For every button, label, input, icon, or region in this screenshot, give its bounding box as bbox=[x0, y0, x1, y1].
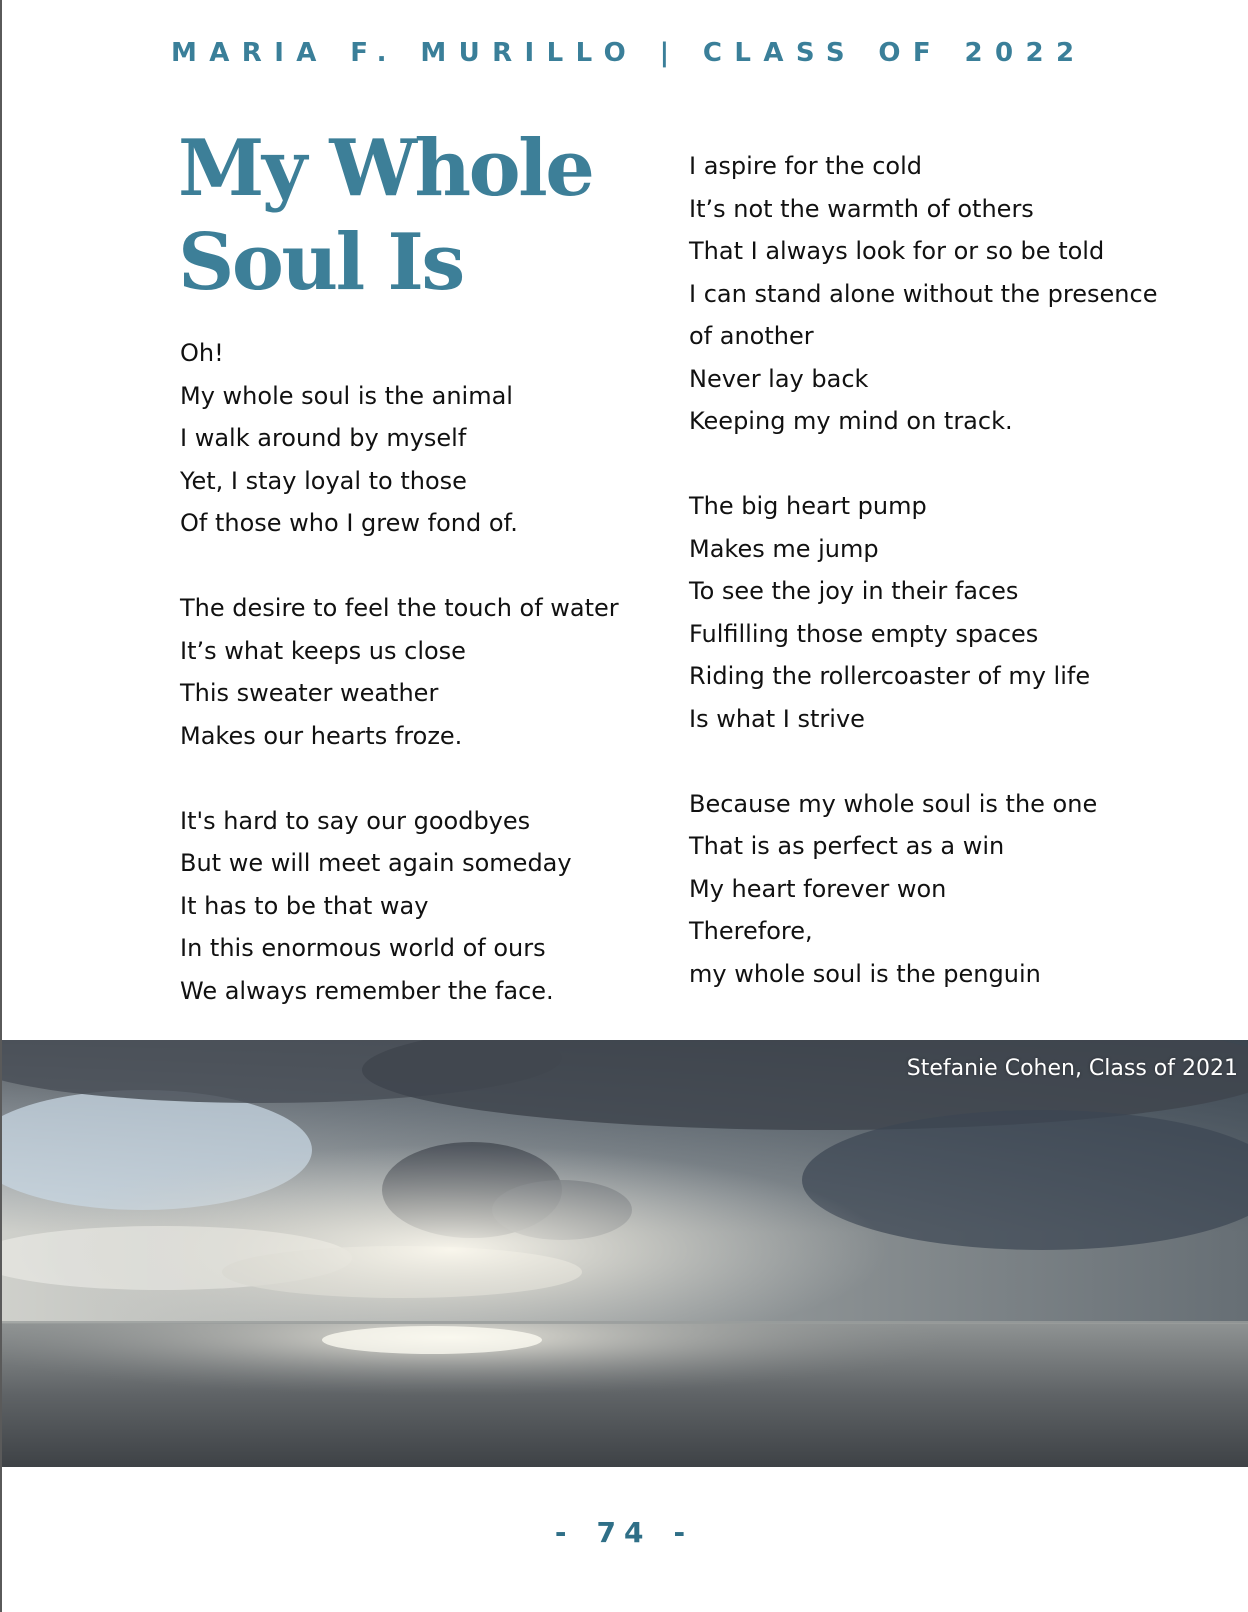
stanza bbox=[689, 783, 1209, 996]
poem-line: Oh! bbox=[180, 339, 224, 367]
stanza bbox=[689, 485, 1209, 740]
poem-line: In this enormous world of ours bbox=[180, 934, 546, 962]
stanza bbox=[689, 145, 1209, 443]
poem-line: To see the joy in their faces bbox=[689, 577, 1019, 605]
poem-title-line: My Whole bbox=[178, 123, 593, 214]
poem-line: Yet, I stay loyal to those bbox=[180, 466, 467, 495]
page-dash-right: - bbox=[673, 1516, 694, 1549]
poem-line: It has to be that way bbox=[180, 891, 429, 920]
page-number bbox=[0, 1516, 1248, 1549]
author-header: MARIA F. MURILLO | CLASS OF 2022 bbox=[171, 38, 1087, 68]
poem-line: my whole soul is the penguin bbox=[689, 959, 1041, 988]
poem-line: Therefore, bbox=[689, 917, 813, 945]
page-dash-left: - bbox=[554, 1516, 575, 1549]
seascape-illustration bbox=[2, 1040, 1248, 1467]
poem-right-column bbox=[689, 145, 1209, 995]
poem-line: I walk around by myself bbox=[180, 424, 467, 452]
poem-line: I aspire for the cold bbox=[689, 152, 922, 180]
poem-line: It’s what keeps us close bbox=[180, 636, 466, 665]
poem-line: Makes our hearts froze. bbox=[180, 721, 463, 750]
stanza bbox=[180, 332, 650, 545]
photo-credit: Stefanie Cohen, Class of 2021 bbox=[906, 1056, 1238, 1081]
poem-line: Riding the rollercoaster of my life bbox=[689, 662, 1091, 690]
poem-line: My whole soul is the animal bbox=[180, 381, 513, 410]
stanza bbox=[180, 800, 650, 1013]
poem-title bbox=[178, 122, 598, 310]
page-number-value: 74 bbox=[596, 1516, 652, 1549]
poem-line: It’s not the warmth of others bbox=[689, 194, 1034, 223]
poem-line: Because my whole soul is the one bbox=[689, 789, 1098, 818]
stanza bbox=[180, 587, 650, 757]
seascape-photo bbox=[2, 1040, 1248, 1467]
poem-line: This sweater weather bbox=[180, 679, 439, 707]
poem-line: Of those who I grew fond of. bbox=[180, 509, 518, 537]
poem-title-line: Soul Is bbox=[178, 217, 463, 308]
poem-left-column bbox=[180, 332, 650, 1012]
poem-line: Is what I strive bbox=[689, 704, 865, 733]
poem-line: It's hard to say our goodbyes bbox=[180, 806, 531, 835]
poem-line: But we will meet again someday bbox=[180, 849, 572, 877]
poem-line: Keeping my mind on track. bbox=[689, 407, 1013, 435]
poem-line: That is as perfect as a win bbox=[689, 832, 1005, 860]
poem-line: My heart forever won bbox=[689, 874, 947, 903]
poem-line: Makes me jump bbox=[689, 534, 879, 563]
poem-line: Never lay back bbox=[689, 364, 869, 393]
poem-line: Fulfilling those empty spaces bbox=[689, 619, 1039, 648]
poem-line: That I always look for or so be told bbox=[689, 237, 1105, 265]
poem-line: The big heart pump bbox=[689, 492, 927, 520]
poem-line: I can stand alone without the presence bbox=[689, 279, 1158, 308]
poem-line: The desire to feel the touch of water bbox=[180, 594, 619, 622]
poem-line: We always remember the face. bbox=[180, 976, 554, 1005]
poem-line: of another bbox=[689, 322, 814, 350]
